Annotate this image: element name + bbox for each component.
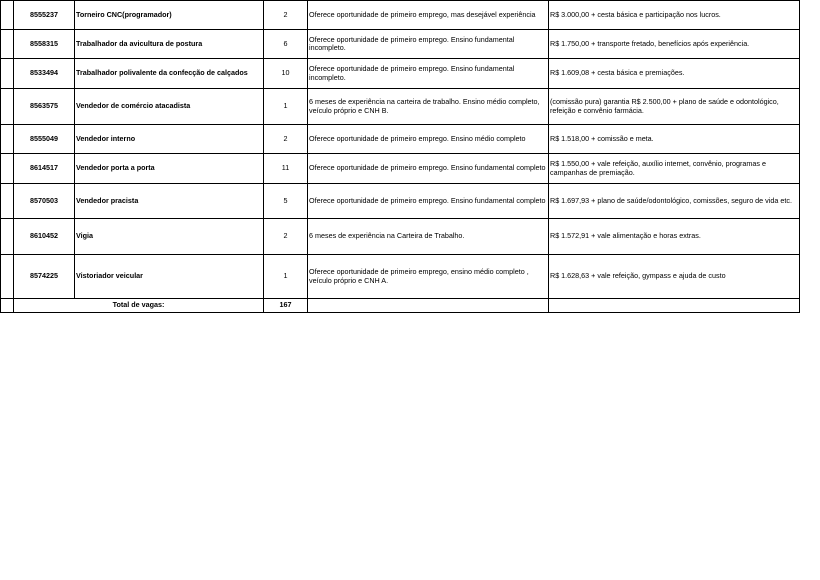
vacancy-count: 6 <box>264 30 308 59</box>
job-code: 8533494 <box>14 59 75 89</box>
job-title: Torneiro CNC(programador) <box>75 1 264 30</box>
vacancy-count: 5 <box>264 184 308 219</box>
table-row <box>1 89 800 125</box>
row-margin-cell <box>1 184 14 219</box>
job-benefits: R$ 1.518,00 + comissão e meta. <box>549 125 800 154</box>
job-benefits: R$ 3.000,00 + cesta básica e participação nos lucros. <box>549 1 800 30</box>
job-benefits: R$ 1.697,93 + plano de saúde/odontológico, comissões, seguro de vida etc. <box>549 184 800 219</box>
job-title: Vigia <box>75 219 264 255</box>
table-row <box>1 219 800 255</box>
table-row <box>1 154 800 184</box>
job-benefits: R$ 1.550,00 + vale refeição, auxílio internet, convênio, programas e campanhas de premiação. <box>549 154 800 184</box>
job-code: 8614517 <box>14 154 75 184</box>
row-margin-cell <box>1 89 14 125</box>
vacancy-count: 1 <box>264 255 308 299</box>
row-margin-cell <box>1 219 14 255</box>
vacancy-count: 10 <box>264 59 308 89</box>
total-row <box>1 299 800 313</box>
job-title: Vistoriador veicular <box>75 255 264 299</box>
row-margin-cell <box>1 30 14 59</box>
job-requirements: 6 meses de experiência na carteira de trabalho. Ensino médio completo, veículo próprio e CNH B. <box>308 89 549 125</box>
empty-cell <box>549 299 800 313</box>
job-requirements: Oferece oportunidade de primeiro emprego, mas desejável experiência <box>308 1 549 30</box>
job-code: 8558315 <box>14 30 75 59</box>
job-code: 8563575 <box>14 89 75 125</box>
vacancy-count: 11 <box>264 154 308 184</box>
job-title: Trabalhador polivalente da confecção de calçados <box>75 59 264 89</box>
row-margin-cell <box>1 255 14 299</box>
empty-cell <box>308 299 549 313</box>
job-benefits: R$ 1.609,08 + cesta básica e premiações. <box>549 59 800 89</box>
table-row <box>1 59 800 89</box>
total-value: 167 <box>264 299 308 313</box>
job-title: Vendedor pracista <box>75 184 264 219</box>
row-margin-cell <box>1 1 14 30</box>
vacancy-count: 2 <box>264 1 308 30</box>
job-benefits: R$ 1.572,91 + vale alimentação e horas extras. <box>549 219 800 255</box>
job-title: Vendedor porta a porta <box>75 154 264 184</box>
job-requirements: 6 meses de experiência na Carteira de Trabalho. <box>308 219 549 255</box>
vacancy-count: 1 <box>264 89 308 125</box>
job-requirements: Oferece oportunidade de primeiro emprego, ensino médio completo , veículo próprio e CNH A. <box>308 255 549 299</box>
job-code: 8570503 <box>14 184 75 219</box>
job-code: 8555237 <box>14 1 75 30</box>
table-row <box>1 125 800 154</box>
job-requirements: Oferece oportunidade de primeiro emprego. Ensino fundamental completo <box>308 154 549 184</box>
row-margin-cell <box>1 125 14 154</box>
job-title: Trabalhador da avicultura de postura <box>75 30 264 59</box>
vacancy-count: 2 <box>264 219 308 255</box>
table-row <box>1 1 800 30</box>
table-row <box>1 184 800 219</box>
row-margin-cell <box>1 299 14 313</box>
job-title: Vendedor de comércio atacadista <box>75 89 264 125</box>
total-label: Total de vagas: <box>14 299 264 313</box>
job-benefits: R$ 1.628,63 + vale refeição, gympass e ajuda de custo <box>549 255 800 299</box>
job-requirements: Oferece oportunidade de primeiro emprego. Ensino fundamental incompleto. <box>308 30 549 59</box>
vacancy-count: 2 <box>264 125 308 154</box>
table-row <box>1 255 800 299</box>
table-row <box>1 30 800 59</box>
job-title: Vendedor interno <box>75 125 264 154</box>
job-benefits: (comissão pura) garantia R$ 2.500,00 + plano de saúde e odontológico, refeição e convênio farmácia. <box>549 89 800 125</box>
job-requirements: Oferece oportunidade de primeiro emprego. Ensino fundamental incompleto. <box>308 59 549 89</box>
job-code: 8555049 <box>14 125 75 154</box>
job-requirements: Oferece oportunidade de primeiro emprego. Ensino fundamental completo <box>308 184 549 219</box>
job-benefits: R$ 1.750,00 + transporte fretado, benefícios após experiência. <box>549 30 800 59</box>
job-requirements: Oferece oportunidade de primeiro emprego. Ensino médio completo <box>308 125 549 154</box>
job-code: 8610452 <box>14 219 75 255</box>
row-margin-cell <box>1 154 14 184</box>
job-code: 8574225 <box>14 255 75 299</box>
row-margin-cell <box>1 59 14 89</box>
